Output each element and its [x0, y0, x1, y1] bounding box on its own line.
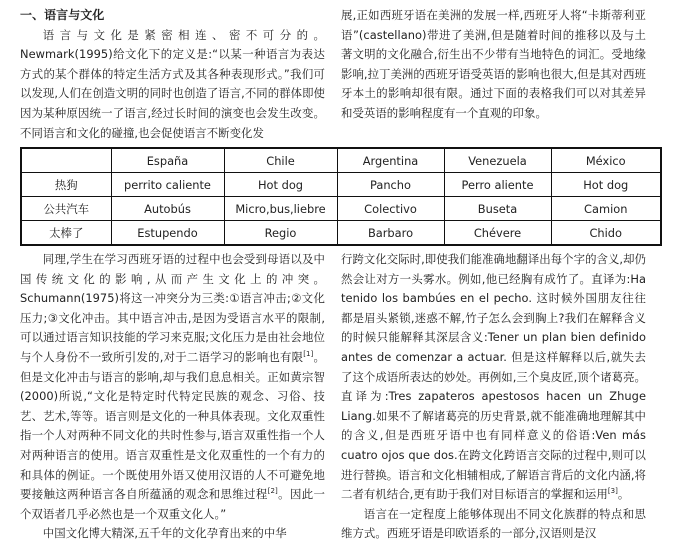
table-cell: Colectivo: [337, 197, 444, 221]
paragraph-text: 。但是文化冲击与语言的影响,却与我们息息相关。正如黄宗智(2000)所说,“文化是特定时代特定民族的观念、习俗、技艺、艺术,等等。语言则是文化的一种具体表现。文化双重性指一个人对两种不同文化的共时性参与,语言双重性指一个人对两种语言的使用。语言双重性是文化双重性的一个有力的和具体的例证。一个既使用外语又使用汉语的人不可避免地要接触这两种语言各自所蕴涵的观念和思维过程: [20, 349, 325, 502]
table-cell: Hot dog: [224, 173, 337, 197]
table-row: [21, 197, 661, 221]
paragraph-text: 。因此一个双语者几乎必然也是一个双重文化人。”: [20, 487, 325, 521]
citation-marker: [1]: [303, 350, 314, 359]
body-paragraph: [341, 250, 646, 505]
paragraph-text: 。: [617, 487, 630, 502]
table-header-cell: Venezuela: [444, 148, 551, 173]
table-row-label: 太棒了: [21, 221, 111, 246]
table-row: [21, 173, 661, 197]
citation-marker: [2]: [267, 487, 278, 496]
table-cell: Micro,bus,liebre: [224, 197, 337, 221]
section-heading: 一、语言与文化: [20, 8, 105, 22]
table-row: [21, 221, 661, 246]
table-cell: Autobús: [111, 197, 224, 221]
table-cell: Buseta: [444, 197, 551, 221]
paragraph-text: 行跨文化交际时,即使我们能准确地翻译出每个字的含义,却仍然会让对方一头雾水。例如,他已经胸有成竹了。直译为:Ha tenido los bambúes en el pecho. 这时候外国朋友往往都是眉头紧锁,迷惑不解,竹子怎么会到胸上?我们在解释含义的时候只能解释其深层含义:Tener un plan bien definido antes de comenzar a actuar. 但是这样解释以后,就失去了这个成语所表达的妙处。再例如,三个臭皮匠,顶个诸葛亮。直译为:Tres zapateros apestosos hacen un Zhuge Liang.如果不了解诸葛亮的历史背景,就不能准确地理解其中的含义,但是西班牙语中也有同样意义的俗语:Ven más cuatro ojos que dos.在跨文化跨语言交际的过程中,则可以进行替换。语言和文化相辅相成,了解语言背后的文化内涵,将二者有机结合,更有助于我们对目标语言的掌握和运用: [341, 252, 646, 502]
table-cell: perrito caliente: [111, 173, 224, 197]
table-header-row: [21, 148, 661, 173]
table-header-cell: Argentina: [337, 148, 444, 173]
table-cell: Perro aliente: [444, 173, 551, 197]
table-header-cell: [21, 148, 111, 173]
table-header-cell: México: [551, 148, 661, 173]
citation-marker: [3]: [607, 487, 618, 496]
bottom-left-column: [20, 250, 325, 544]
top-left-column: [20, 6, 325, 143]
body-paragraph: 展,正如西班牙语在美洲的发展一样,西班牙人将“卡斯蒂利亚语”(castellano)带进了美洲,但是随着时间的推移以及与土著文明的文化融合,衍生出不少带有当地特色的词汇。受地缘影响,拉丁美洲的西班牙语受英语的影响也很大,但是其对西班牙本土的影响却很有限。通过下面的表格我们可以对其差异和受英语的影响程度有一个直观的印象。: [341, 8, 646, 120]
table-row-label: 公共汽车: [21, 197, 111, 221]
body-paragraph: [20, 250, 325, 524]
table-cell: Camion: [551, 197, 661, 221]
body-paragraph: 中国文化博大精深,五千年的文化孕育出来的中华: [42, 526, 287, 541]
top-right-column: [341, 6, 646, 124]
table-header-cell: Chile: [224, 148, 337, 173]
paragraph-text: 同理,学生在学习西班牙语的过程中也会受到母语以及中国传统文化的影响,从而产生文化上的冲突。Schumann(1975)将这一冲突分为三类:①语言冲击;②文化压力;③文化冲击。其中语言冲击,是因为受语言水平的限制,可以通过语言知识技能的学习来克服;文化压力是由社会地位与个人身份不一致所引发的,对于二语学习的影响也有限: [20, 252, 325, 364]
body-paragraph: 语言与文化是紧密相连、密不可分的。Newmark(1995)给文化下的定义是:“以某一种语言为表达方式的某个群体的特定生活方式及其各种表现形式。”我们可以发现,人们在创造文明的同时也创造了语言,不同的群体即使因为某种原因统一了语言,经过长时间的演变也会发生改变。不同语言和文化的碰撞,也会促使语言不断变化发: [20, 27, 325, 140]
table-cell: Estupendo: [111, 221, 224, 246]
table-row-label: 热狗: [21, 173, 111, 197]
table-header-cell: España: [111, 148, 224, 173]
table-cell: Chévere: [444, 221, 551, 246]
table-cell: Chido: [551, 221, 661, 246]
table-cell: Barbaro: [337, 221, 444, 246]
table-cell: Regio: [224, 221, 337, 246]
comparison-table: [20, 147, 662, 246]
bottom-right-column: [341, 250, 646, 544]
table-cell: Pancho: [337, 173, 444, 197]
body-paragraph: 语言在一定程度上能够体现出不同文化族群的特点和思维方式。西班牙语是印欧语系的一部分,汉语则是汉: [341, 506, 646, 541]
table-cell: Hot dog: [551, 173, 661, 197]
